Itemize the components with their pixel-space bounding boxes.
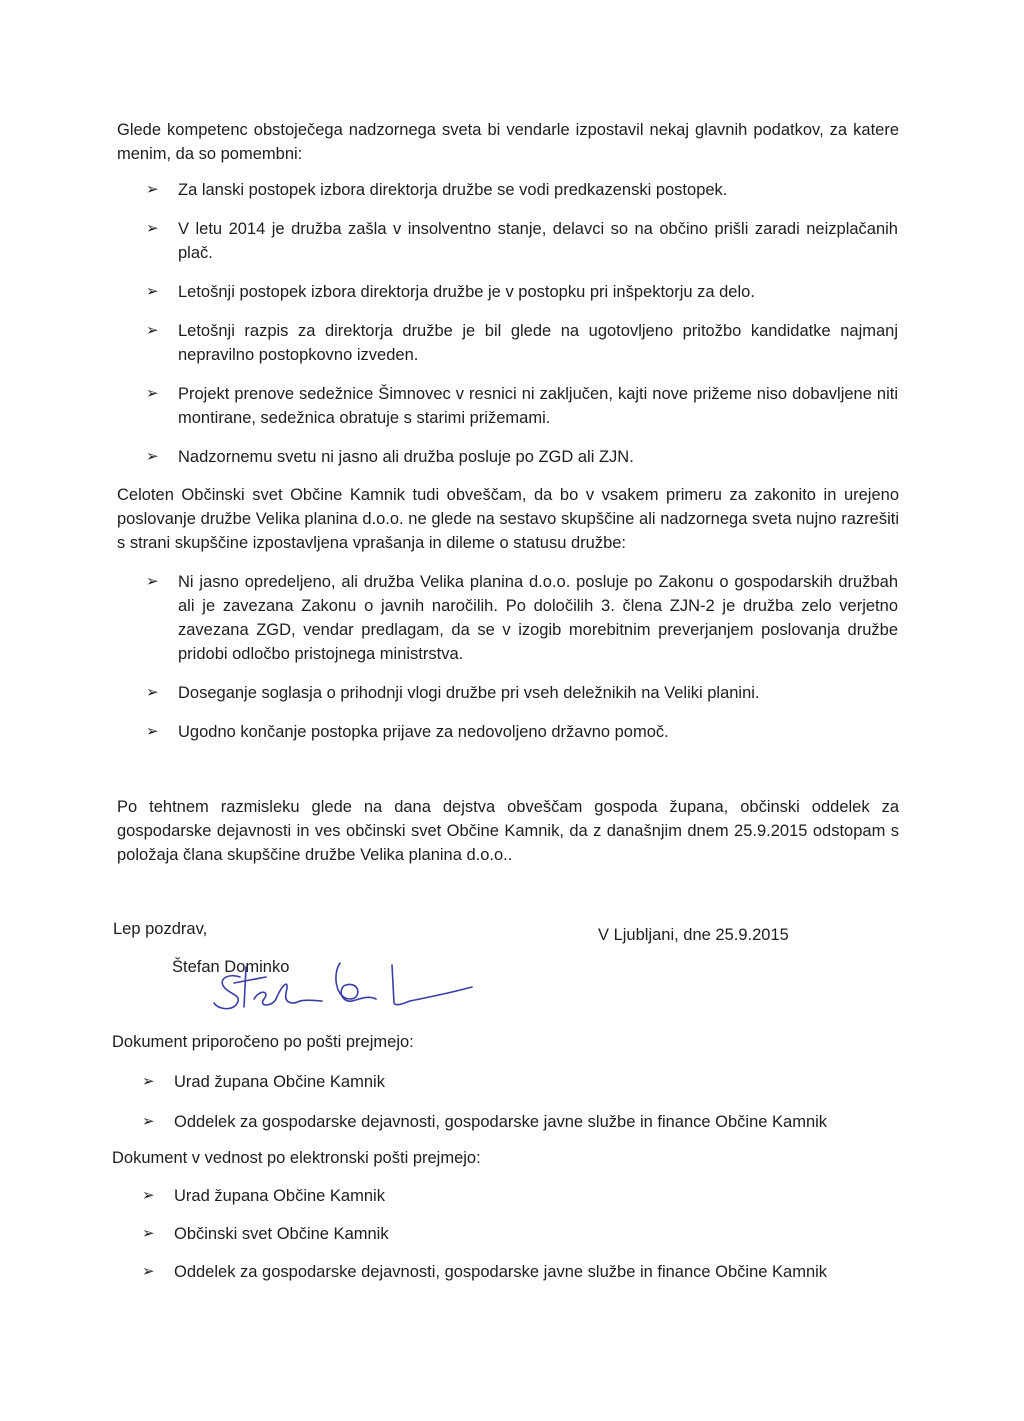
arrow-bullet-icon: ➢ (142, 1113, 155, 1130)
list-item: ➢ Doseganje soglasja o prihodnji vlogi družbe pri vseh deležnikih na Veliki planini. (146, 681, 898, 705)
list-item: ➢ V letu 2014 je družba zašla v insolventno stanje, delavci so na občino prišli zaradi neizplačanih plač. (146, 217, 898, 265)
resignation-paragraph: Po tehtnem razmisleku glede na dana dejstva obveščam gospoda župana, občinski oddelek za gospodarske dejavnosti in ves občinski svet Občine Kamnik, da z današnjim dnem 25.9.2015 odstopam s položaja člana skupščine družbe Velika planina d.o.o.. (117, 798, 899, 864)
list-item: ➢ Projekt prenove sedežnice Šimnovec v resnici ni zaključen, kajti nove prižeme niso dobavljene niti montirane, sedežnica obratuje s starimi prižemami. (146, 382, 898, 430)
list-item: ➢ Oddelek za gospodarske dejavnosti, gospodarske javne službe in finance Občine Kamnik (142, 1260, 894, 1284)
intro-paragraph: Glede kompetenc obstoječega nadzornega sveta bi vendarle izpostavil nekaj glavnih podatkov, za katere menim, da so pomembni: (117, 121, 899, 163)
list-item: ➢ Nadzornemu svetu ni jasno ali družba posluje po ZGD ali ZJN. (146, 445, 898, 469)
list-item: ➢ Oddelek za gospodarske dejavnosti, gospodarske javne službe in finance Občine Kamnik (142, 1110, 894, 1134)
list-item: ➢ Za lanski postopek izbora direktorja družbe se vodi predkazenski postopek. (146, 178, 898, 202)
arrow-bullet-icon: ➢ (146, 283, 159, 300)
arrow-bullet-icon: ➢ (146, 723, 159, 740)
arrow-bullet-icon: ➢ (146, 573, 159, 590)
arrow-bullet-icon: ➢ (142, 1073, 155, 1090)
arrow-bullet-icon: ➢ (146, 322, 159, 339)
arrow-bullet-icon: ➢ (146, 448, 159, 465)
list-item: ➢ Občinski svet Občine Kamnik (142, 1222, 894, 1246)
status-issues-list (146, 570, 898, 744)
greeting: Lep pozdrav, (113, 920, 208, 938)
email-recipients-list (142, 1184, 894, 1284)
mail-recipients-heading: Dokument priporočeno po pošti prejmejo: (112, 1033, 414, 1051)
mail-recipients-list (142, 1070, 894, 1134)
arrow-bullet-icon: ➢ (146, 181, 159, 198)
list-item: ➢ Letošnji razpis za direktorja družbe je bil glede na ugotovljeno pritožbo kandidatke najmanj nepravilno postopkovno izveden. (146, 319, 898, 367)
arrow-bullet-icon: ➢ (146, 385, 159, 402)
list-item: ➢ Letošnji postopek izbora direktorja družbe je v postopku pri inšpektorju za delo. (146, 280, 898, 304)
place-date: V Ljubljani, dne 25.9.2015 (598, 926, 789, 944)
list-item: ➢ Urad župana Občine Kamnik (142, 1070, 894, 1094)
arrow-bullet-icon: ➢ (142, 1187, 155, 1204)
list-item: ➢ Ugodno končanje postopka prijave za nedovoljeno državno pomoč. (146, 720, 898, 744)
arrow-bullet-icon: ➢ (146, 684, 159, 701)
status-paragraph: Celoten Občinski svet Občine Kamnik tudi obveščam, da bo v vsakem primeru za zakonito in urejeno poslovanje družbe Velika planina d.o.o. ne glede na sestavo skupščine ali nadzornega sveta nujno razrešiti s strani skupščine izpostavljena vprašanja in dileme o statusu družbe: (117, 486, 899, 552)
signer-name: Štefan Dominko (172, 958, 290, 976)
arrow-bullet-icon: ➢ (142, 1225, 155, 1242)
arrow-bullet-icon: ➢ (142, 1263, 155, 1280)
handwritten-signature (210, 955, 480, 1025)
list-item: ➢ Ni jasno opredeljeno, ali družba Velika planina d.o.o. posluje po Zakonu o gospodarskih družbah ali je zavezana Zakonu o javnih naročilih. Po določilih 3. člena ZJN-2 je družba zelo verjetno zavezana ZGD, vendar predlagam, da se v izogib morebitnim preverjanjem poslovanja družbe pridobi odločbo pristojnega ministrstva. (146, 570, 898, 666)
arrow-bullet-icon: ➢ (146, 220, 159, 237)
issues-list (146, 178, 898, 469)
email-recipients-heading: Dokument v vednost po elektronski pošti prejmejo: (112, 1149, 481, 1167)
list-item: ➢ Urad župana Občine Kamnik (142, 1184, 894, 1208)
